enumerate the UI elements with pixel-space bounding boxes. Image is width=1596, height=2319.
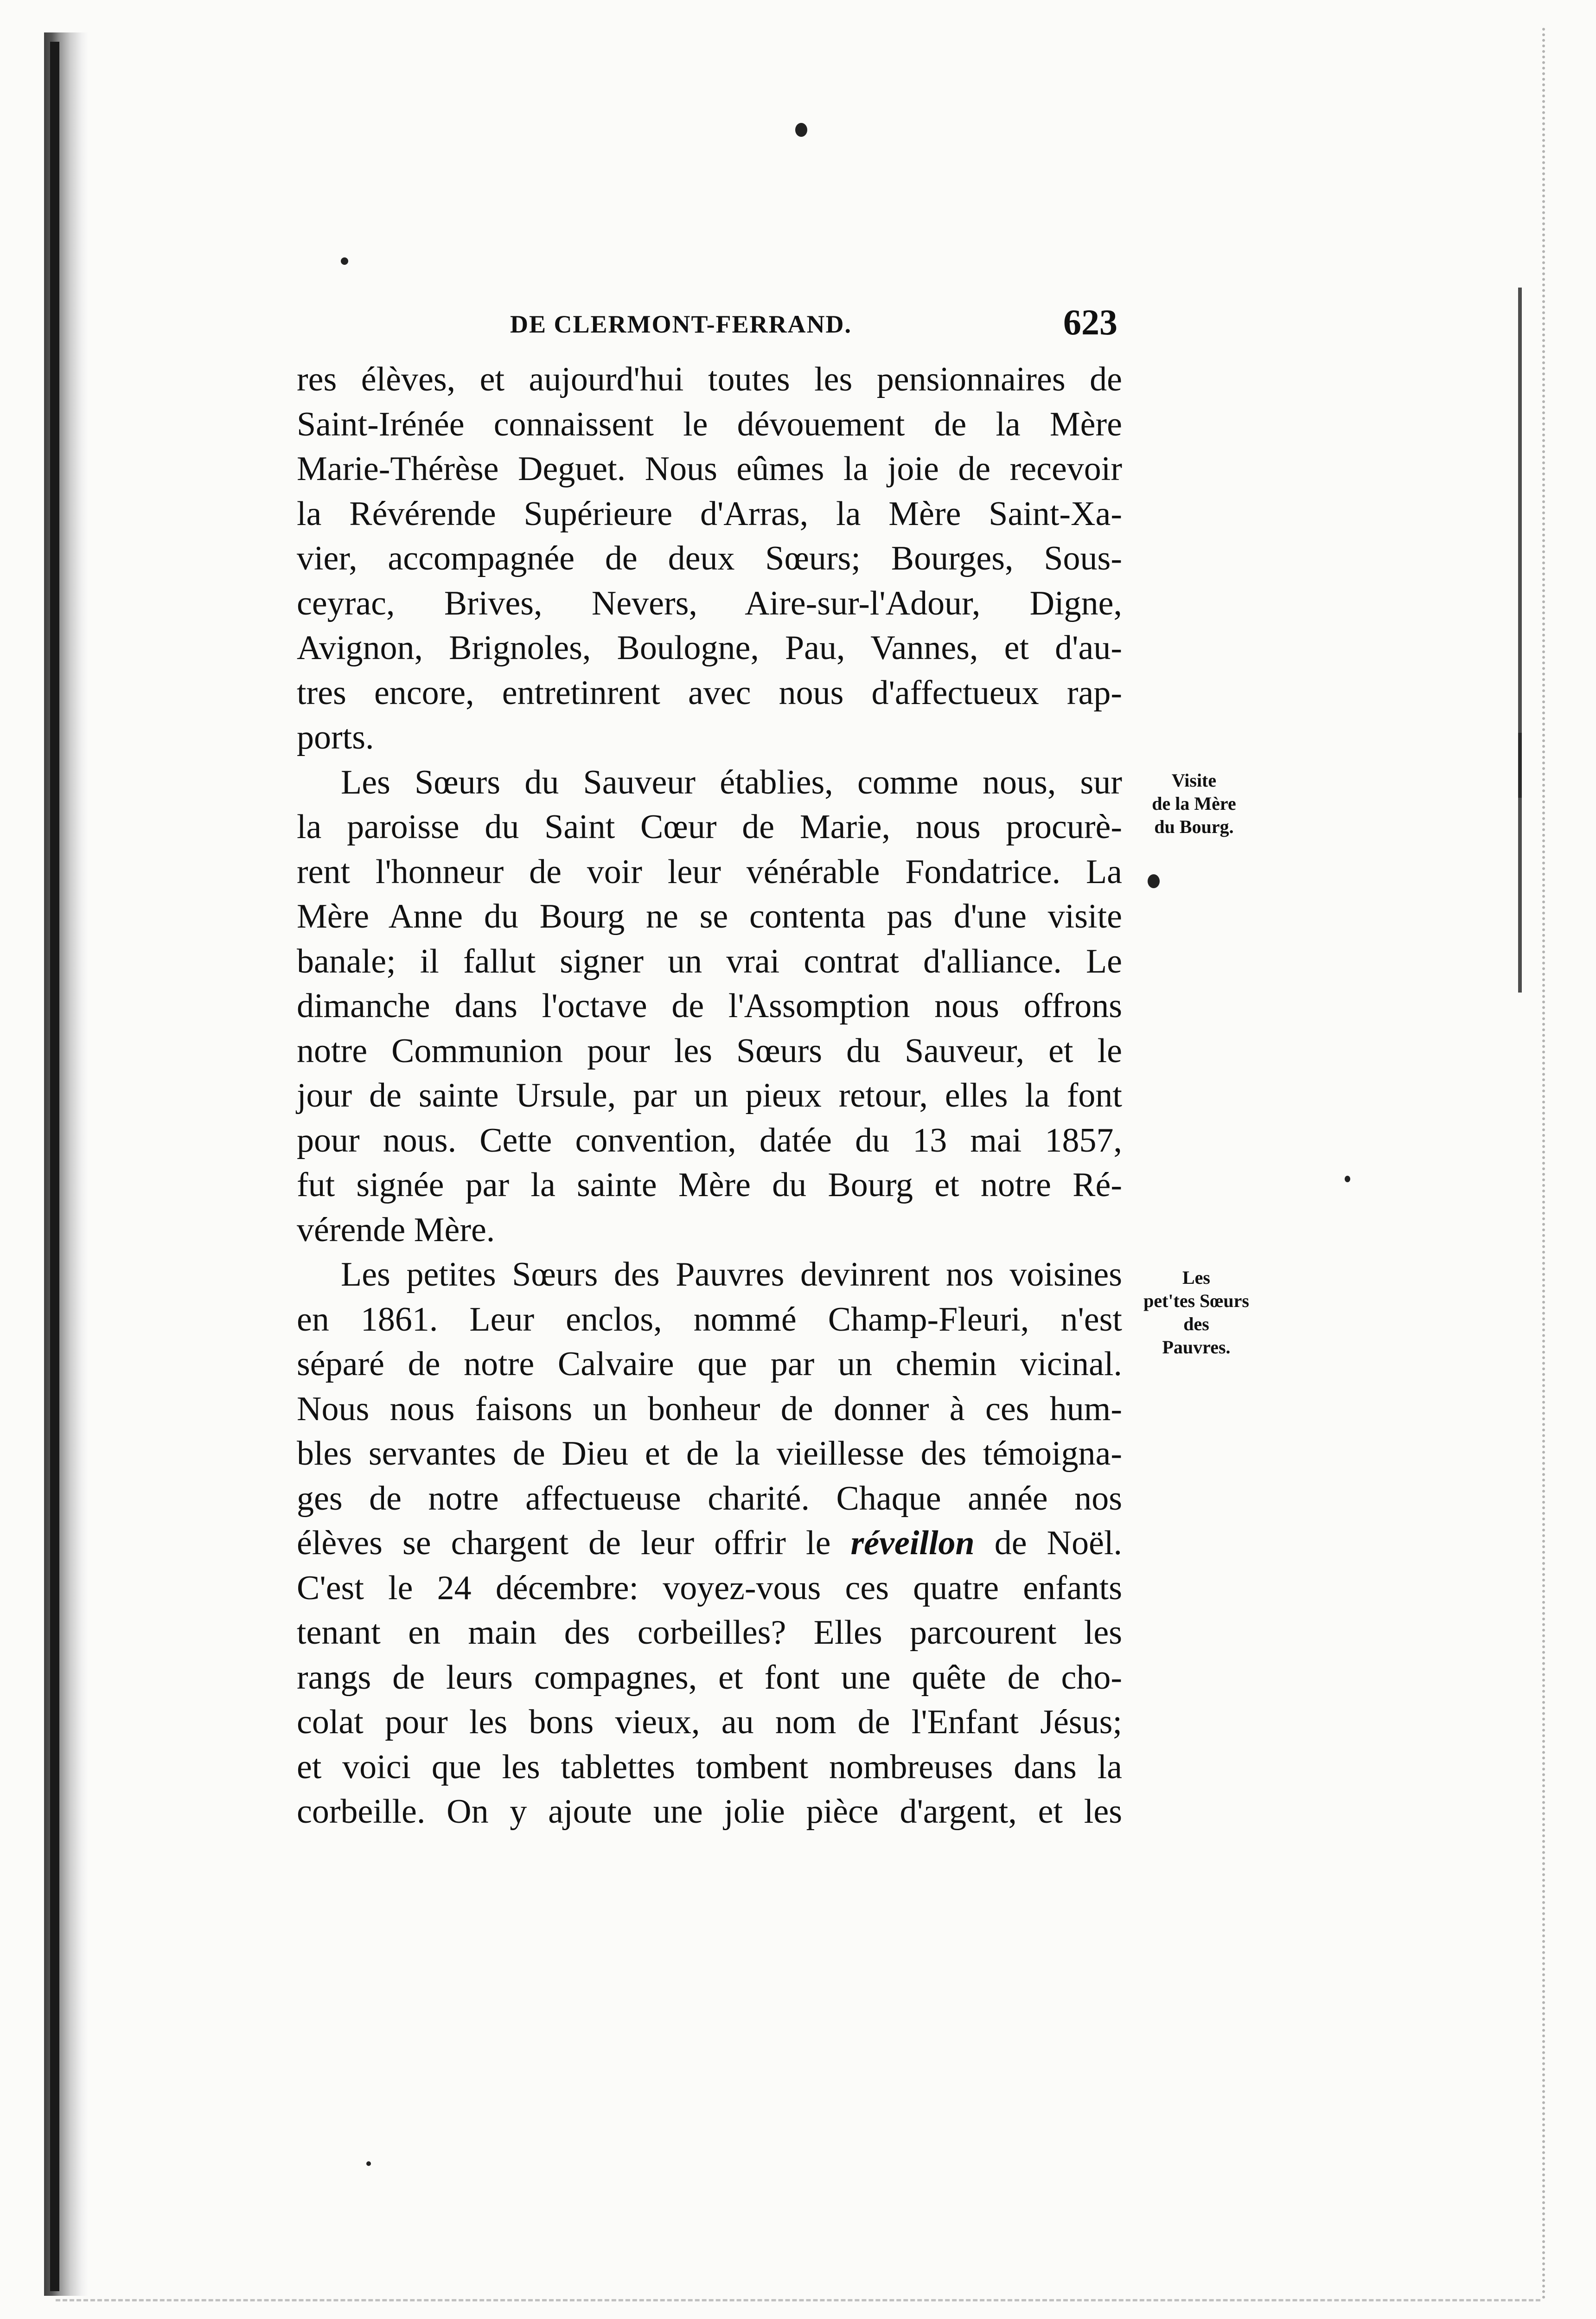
margin-note-line: Visite [1171, 770, 1217, 791]
ink-speck [1345, 1176, 1350, 1182]
scan-right-mark [1518, 733, 1522, 993]
ink-speck [795, 123, 807, 137]
text-line: Avignon, Brignoles, Boulogne, Pau, Vannes, et d'au- [297, 629, 1122, 667]
text-line: Saint-Irénée connaissent le dévouement de la Mère [297, 405, 1122, 443]
scan-bottom-edge [56, 2296, 1540, 2301]
text-line: rangs de leurs compagnes, et font une quête de cho- [297, 1658, 1122, 1697]
text-line: dimanche dans l'octave de l'Assomption nous offrons [297, 987, 1122, 1025]
ink-speck [341, 257, 348, 265]
text-line: colat pour les bons vieux, au nom de l'Enfant Jésus; [297, 1703, 1122, 1741]
ink-speck [1148, 874, 1160, 888]
text-line: Mère Anne du Bourg ne se contenta pas d'une visite [297, 897, 1122, 935]
margin-note-line: des [1183, 1313, 1209, 1334]
text-line: séparé de notre Calvaire que par un chemin vicinal. [297, 1345, 1122, 1383]
scan-binding-edge [50, 42, 59, 2291]
text-line: notre Communion pour les Sœurs du Sauveur, et le [297, 1031, 1122, 1070]
text-line: en 1861. Leur enclos, nommé Champ-Fleuri, n'est [297, 1300, 1122, 1339]
text-line: banale; il fallut signer un vrai contrat d'alliance. Le [297, 942, 1122, 980]
text-line: la Révérende Supérieure d'Arras, la Mère Saint-Xa- [297, 494, 1122, 533]
running-title: DE CLERMONT-FERRAND. [510, 310, 852, 338]
text-line: Marie-Thérèse Deguet. Nous eûmes la joie de recevoir [297, 450, 1122, 488]
text-line: Nous nous faisons un bonheur de donner à ces hum- [297, 1390, 1122, 1428]
text-line: et voici que les tablettes tombent nombreuses dans la [297, 1748, 1122, 1786]
text-line: rent l'honneur de voir leur vénérable Fondatrice. La [297, 852, 1122, 891]
text-line: ceyrac, Brives, Nevers, Aire-sur-l'Adour, Digne, [297, 584, 1122, 622]
text-line: pour nous. Cette convention, datée du 13 mai 1857, [297, 1121, 1122, 1160]
text-segment: de Noël. [994, 1524, 1123, 1562]
scan-right-edge [1542, 28, 1577, 2300]
margin-note-line: de la Mère [1152, 793, 1236, 814]
page-number: 623 [1063, 302, 1117, 342]
margin-note-line: pet'tes Sœurs [1143, 1290, 1249, 1311]
margin-note-line: du Bourg. [1154, 816, 1234, 837]
text-line: vier, accompagnée de deux Sœurs; Bourges, Sous- [297, 539, 1122, 577]
text-line [297, 1521, 1122, 1566]
text-line: bles servantes de Dieu et de la vieillesse des témoigna- [297, 1435, 1122, 1473]
text-line: ges de notre affectueuse charité. Chaque année nos [297, 1479, 1122, 1518]
text-line: Les petites Sœurs des Pauvres devinrent nos voisines [341, 1256, 1122, 1294]
text-line: la paroisse du Saint Cœur de Marie, nous procurè- [297, 808, 1122, 846]
margin-note-petites-soeurs [1127, 1266, 1266, 1359]
margin-note-line: Les [1182, 1267, 1210, 1288]
text-line: tres encore, entretinrent avec nous d'affectueux rap- [297, 673, 1122, 712]
body-text [297, 357, 1122, 1834]
text-line: corbeille. On y ajoute une jolie pièce d'argent, et les [297, 1793, 1122, 1831]
margin-note-line: Pauvres. [1162, 1337, 1231, 1358]
italic-term: réveillon [850, 1524, 975, 1562]
text-segment: élèves se chargent de leur offrir le [297, 1524, 831, 1562]
margin-note-visite [1131, 769, 1257, 839]
text-line: ports. [297, 718, 374, 756]
text-line: vérende Mère. [297, 1211, 495, 1249]
text-line: Les Sœurs du Sauveur établies, comme nous, sur [341, 763, 1122, 801]
text-line: fut signée par la sainte Mère du Bourg et notre Ré- [297, 1166, 1122, 1204]
scan-right-mark [1518, 288, 1522, 798]
text-line: jour de sainte Ursule, par un pieux retour, elles la font [297, 1076, 1122, 1115]
ink-speck [366, 2161, 371, 2166]
text-line: tenant en main des corbeilles? Elles parcourent les [297, 1614, 1122, 1652]
text-line: C'est le 24 décembre: voyez-vous ces quatre enfants [297, 1569, 1122, 1607]
text-line: res élèves, et aujourd'hui toutes les pensionnaires de [297, 360, 1122, 398]
